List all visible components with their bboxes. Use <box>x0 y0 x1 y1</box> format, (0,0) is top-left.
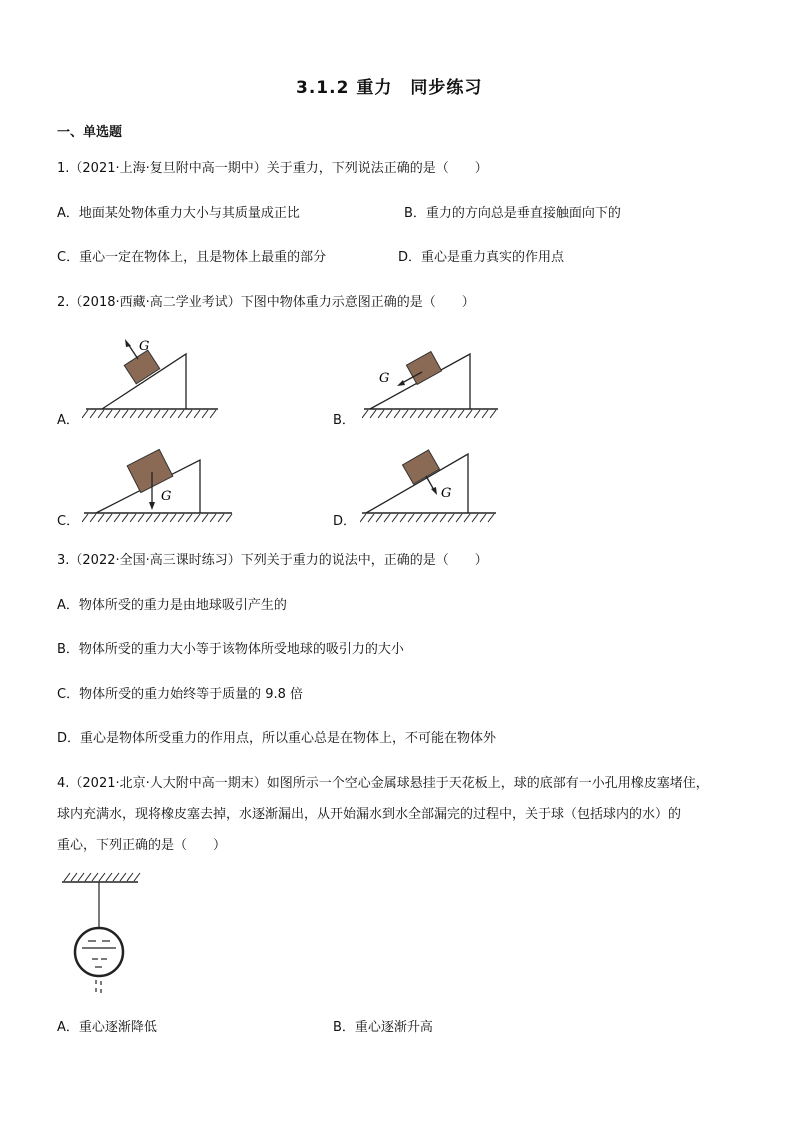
block-b <box>406 352 441 385</box>
q2-figure-d <box>360 426 500 524</box>
q2-option-d: D． <box>333 514 357 529</box>
q4-option-b: B．重心逐渐升高 <box>333 1020 433 1035</box>
q1-stem: 1.（2021·上海·复旦附中高一期中）关于重力，下列说法正确的是（ ） <box>57 161 488 176</box>
q2-figure-c <box>82 446 234 526</box>
page-title: 3.1.2 重力 同步练习 <box>296 78 483 98</box>
force-label-c: G <box>161 489 172 504</box>
q1-option-b: B．重力的方向总是垂直接触面向下的 <box>404 206 621 221</box>
q3-option-d: D．重心是物体所受重力的作用点，所以重心总是在物体上，不可能在物体外 <box>57 731 497 746</box>
q2-stem: 2.（2018·西藏·高二学业考试）下图中物体重力示意图正确的是（ ） <box>57 295 475 310</box>
q3-option-b: B．物体所受的重力大小等于该物体所受地球的吸引力的大小 <box>57 642 404 657</box>
q2-figure-b <box>362 340 502 424</box>
q4-option-a: A．重心逐渐降低 <box>57 1020 157 1035</box>
q2-option-c: C． <box>57 514 80 529</box>
q3-stem: 3.（2022·全国·高三课时练习）下列关于重力的说法中，正确的是（ ） <box>57 553 488 568</box>
gravity-arrow-a <box>125 339 138 359</box>
q1-option-d: D．重心是重力真实的作用点 <box>398 250 565 265</box>
q4-stem-line-2: 球内充满水，现将橡皮塞去掉，水逐渐漏出，从开始漏水到水全部漏完的过程中，关于球（包括球内的水）的 <box>57 807 682 822</box>
q1-option-a: A．地面某处物体重力大小与其质量成正比 <box>57 206 300 221</box>
section-heading: 一、单选题 <box>57 125 123 140</box>
q4-stem-line-1: 4.（2021·北京·人大附中高一期末）如图所示一个空心金属球悬挂于天花板上，球的底部有一小孔用橡皮塞堵住， <box>57 776 709 791</box>
force-label-d: G <box>441 486 452 501</box>
force-label-b: G <box>379 371 390 386</box>
q4-figure-hanging-sphere <box>58 870 142 998</box>
gravity-arrow-d <box>426 476 437 495</box>
block-d <box>403 450 440 484</box>
q3-option-c: C．物体所受的重力始终等于质量的 9.8 倍 <box>57 687 304 702</box>
ceiling <box>62 873 140 882</box>
force-label-a: G <box>139 339 150 354</box>
hollow-sphere <box>75 928 123 976</box>
q1-option-c: C．重心一定在物体上，且是物体上最重的部分 <box>57 250 327 265</box>
q2-option-a: A． <box>57 413 79 428</box>
block-a <box>124 350 159 384</box>
q2-figure-a <box>82 332 222 424</box>
q4-stem-line-3: 重心，下列正确的是（ ） <box>57 838 227 853</box>
block-c <box>127 449 173 492</box>
dripping-water <box>96 980 101 993</box>
q2-option-b: B． <box>333 413 355 428</box>
q3-option-a: A．物体所受的重力是由地球吸引产生的 <box>57 598 287 613</box>
